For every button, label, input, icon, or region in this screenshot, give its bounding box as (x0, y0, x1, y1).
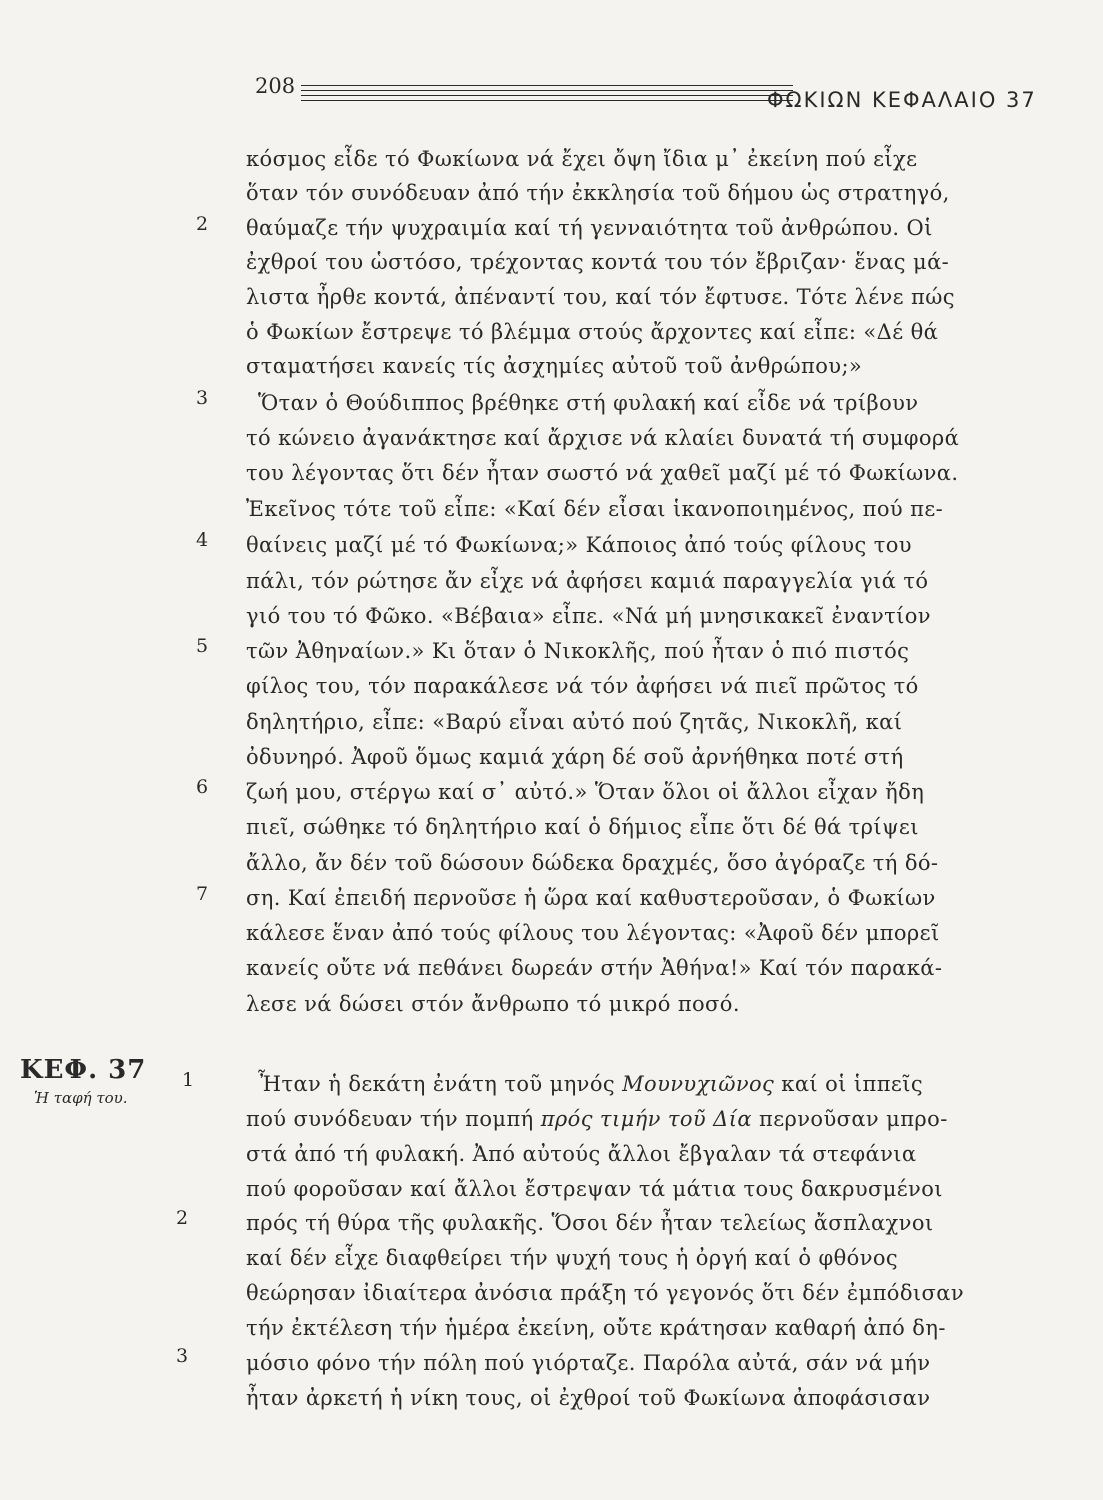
chapter-heading: ΚΕΦ. 37 (20, 1055, 147, 1085)
text-line: ἄλλο, ἄν δέν τοῦ δώσουν δώδεκα δραχμές, ὅσο ἀγόραζε τή δό- (246, 851, 939, 875)
text-line: Ἐκεῖνος τότε τοῦ εἶπε: «Καί δέν εἶσαι ἱκανοποιημένος, πού πε- (246, 497, 944, 521)
text-line: κανείς οὔτε νά πεθάνει δωρεάν στήν Ἀθήνα!» Καί τόν παρακά- (246, 956, 943, 980)
text-line: Ὅταν ὁ Θούδιππος βρέθηκε στή φυλακή καί εἶδε νά τρίβουν (258, 391, 919, 415)
text-line: πιεῖ, σώθηκε τό δηλητήριο καί ὁ δήμιος εἶπε ὅτι δέ θά τρίψει (246, 815, 919, 839)
text-line: ἦταν ἀρκετή ἡ νίκη τους, οἱ ἐχθροί τοῦ Φωκίωνα ἀποφάσισαν (246, 1386, 931, 1410)
text-line: κάλεσε ἕναν ἀπό τούς φίλους του λέγοντας: «Ἀφοῦ δέν μπορεῖ (246, 921, 940, 945)
running-title: ΦΩΚΙΩΝ ΚΕΦΑΛΑΙΟ 37 (767, 88, 1037, 112)
header-rule (301, 100, 793, 101)
text-line: του λέγοντας ὅτι δέν ἦταν σωστό νά χαθεῖ μαζί μέ τό Φωκίωνα. (246, 461, 959, 485)
margin-number: 3 (176, 1345, 189, 1367)
text-line: καί δέν εἶχε διαφθείρει τήν ψυχή τους ἡ ὀργή καί ὁ φθόνος (246, 1246, 899, 1270)
text-line: σταματήσει κανείς τίς ἀσχημίες αὐτοῦ τοῦ ἀνθρώπου;» (246, 354, 863, 378)
margin-number: 7 (196, 883, 209, 905)
text-line: ὁ Φωκίων ἔστρεψε τό βλέμμα στούς ἄρχοντες καί εἶπε: «Δέ θά (246, 320, 939, 344)
text-line: λεσε νά δώσει στόν ἄνθρωπο τό μικρό ποσό. (246, 992, 740, 1016)
text-line: πάλι, τόν ρώτησε ἄν εἶχε νά ἀφήσει καμιά παραγγελία γιά τό (246, 569, 929, 593)
header-rule (301, 90, 793, 91)
margin-number: 3 (196, 387, 209, 409)
text-line: ἐχθροί του ὡστόσο, τρέχοντας κοντά του τόν ἔβριζαν· ἕνας μά- (246, 250, 950, 274)
text-line: ση. Καί ἐπειδή περνοῦσε ἡ ὥρα καί καθυστεροῦσαν, ὁ Φωκίων (246, 886, 936, 910)
text-line: στά ἀπό τή φυλακή. Ἀπό αὐτούς ἄλλοι ἔβγαλαν τά στεφάνια (246, 1142, 917, 1166)
text-line: κόσμος εἶδε τό Φωκίωνα νά ἔχει ὄψη ἴδια μ᾽ ἐκείνη πού εἶχε (246, 147, 918, 171)
text-line: φίλος του, τόν παρακάλεσε νά τόν ἀφήσει νά πιεῖ πρῶτος τό (246, 674, 919, 698)
text-line: θαύμαζε τήν ψυχραιμία καί τή γενναιότητα τοῦ ἀνθρώπου. Οἱ (246, 216, 933, 240)
text-line: Ἦταν ἡ δεκάτη ἐνάτη τοῦ μηνός Μουνυχιῶνος καί οἱ ἱππεῖς (258, 1072, 923, 1096)
text-line: ζωή μου, στέργω καί σ᾽ αὐτό.» Ὅταν ὅλοι οἱ ἄλλοι εἶχαν ἤδη (246, 780, 925, 804)
margin-number: 2 (196, 213, 209, 235)
text-line: μόσιο φόνο τήν πόλη πού γιόρταζε. Παρόλα αὐτά, σάν νά μήν (246, 1351, 931, 1375)
margin-number: 5 (196, 635, 209, 657)
text-line: τό κώνειο ἀγανάκτησε καί ἄρχισε νά κλαίει δυνατά τή συμφορά (246, 426, 960, 450)
text-line: πρός τή θύρα τῆς φυλακῆς. Ὅσοι δέν ἦταν τελείως ἄσπλαχνοι (246, 1211, 934, 1235)
text-line: ὀδυνηρό. Ἀφοῦ ὅμως καμιά χάρη δέ σοῦ ἀρνήθηκα ποτέ στή (246, 745, 904, 769)
text-line: πού φοροῦσαν καί ἄλλοι ἔστρεψαν τά μάτια τους δακρυσμένοι (246, 1177, 943, 1201)
text-line: θαίνεις μαζί μέ τό Φωκίωνα;» Κάποιος ἀπό τούς φίλους του (246, 533, 912, 557)
text-line: γιό του τό Φῶκο. «Βέβαια» εἶπε. «Νά μή μνησικακεῖ ἐναντίον (246, 604, 931, 628)
text-line: δηλητήριο, εἶπε: «Βαρύ εἶναι αὐτό πού ζητᾶς, Νικοκλῆ, καί (246, 710, 903, 734)
margin-number: 1 (182, 1069, 195, 1091)
text-line: τῶν Ἀθηναίων.» Κι ὅταν ὁ Νικοκλῆς, πού ἦταν ὁ πιό πιστός (246, 639, 910, 663)
running-header (255, 74, 1045, 114)
chapter-subtitle: Ἡ ταφή του. (34, 1089, 128, 1107)
margin-number: 2 (176, 1207, 189, 1229)
header-rule (301, 95, 793, 96)
text-line: ὅταν τόν συνόδευαν ἀπό τήν ἐκκλησία τοῦ δήμου ὡς στρατηγό, (246, 181, 950, 205)
margin-number: 4 (196, 529, 209, 551)
text-line: θεώρησαν ἰδιαίτερα ἀνόσια πράξη τό γεγονός ὅτι δέν ἐμπόδισαν (246, 1281, 964, 1305)
header-rule (301, 85, 793, 86)
page-number: 208 (255, 74, 296, 98)
text-line: λιστα ἦρθε κοντά, ἀπέναντί του, καί τόν ἔφτυσε. Τότε λένε πώς (246, 285, 955, 309)
text-line: τήν ἐκτέλεση τήν ἡμέρα ἐκείνη, οὔτε κράτησαν καθαρή ἀπό δη- (246, 1316, 946, 1340)
margin-number: 6 (196, 776, 209, 798)
text-line: πού συνόδευαν τήν πομπή πρός τιμήν τοῦ Δία περνοῦσαν μπρο- (246, 1107, 948, 1131)
